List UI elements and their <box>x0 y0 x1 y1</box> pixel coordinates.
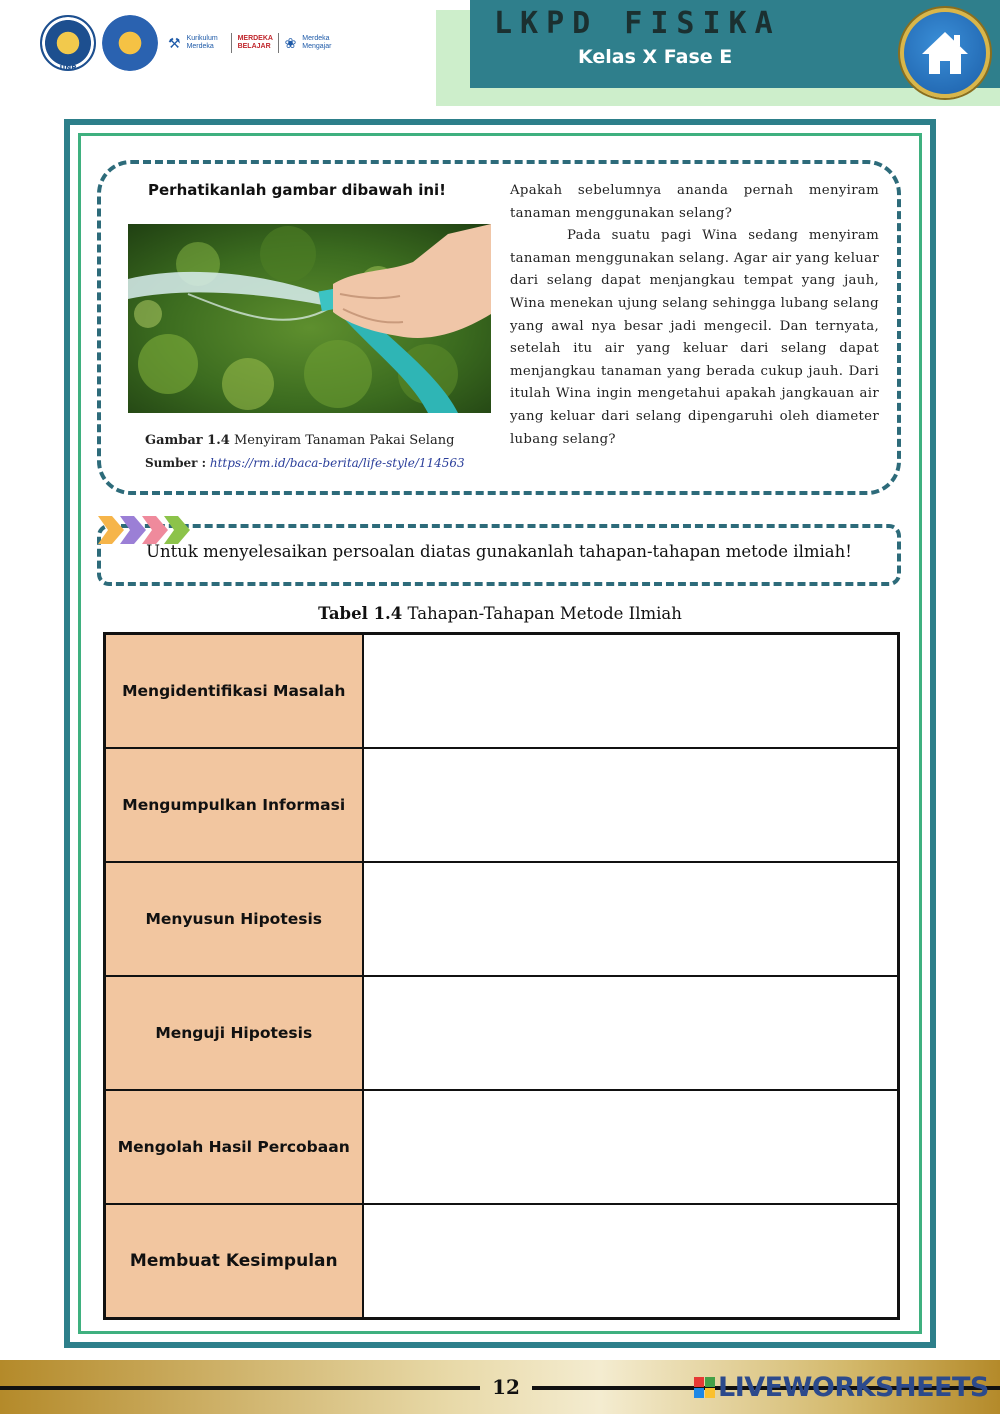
worksheet-subtitle: Kelas X Fase E <box>578 46 733 68</box>
stage-label: Menguji Hipotesis <box>105 976 363 1090</box>
stage-label: Mengidentifikasi Masalah <box>105 634 363 749</box>
stage-label: Menyusun Hipotesis <box>105 862 363 976</box>
kurikulum-merdeka-icon: ⚒ <box>168 34 181 51</box>
answer-input-collect-information[interactable] <box>364 749 898 857</box>
liveworksheets-logo-icon <box>694 1377 715 1398</box>
kurikulum-merdeka-label: Kurikulum Merdeka <box>186 35 218 50</box>
footer-line-left <box>0 1386 480 1390</box>
table-row <box>105 862 899 976</box>
merdeka-mengajar-icon: ❀ <box>284 34 297 51</box>
page-number: 12 <box>492 1375 520 1399</box>
watermark-text: LIVEWORKSHEETS <box>718 1372 989 1403</box>
garden-hose-photo <box>128 224 491 413</box>
tut-wuri-handayani-logo <box>102 15 158 71</box>
answer-cell <box>363 862 899 976</box>
intro-question: Apakah sebelumnya ananda pernah menyiram tanaman menggunakan selang? <box>510 183 879 221</box>
source-label: Sumber : <box>145 456 207 470</box>
university-seal-logo <box>40 15 96 71</box>
table-row <box>105 976 899 1090</box>
table-number: Tabel 1.4 <box>318 604 403 623</box>
figure-caption-block <box>145 430 465 474</box>
worksheet-title: LKPD FISIKA <box>494 6 781 41</box>
home-button[interactable] <box>900 8 990 98</box>
merdeka-mengajar-label: Merdeka Mengajar <box>302 35 332 50</box>
table-row <box>105 1204 899 1319</box>
table-row <box>105 634 899 749</box>
liveworksheets-watermark <box>694 1372 989 1403</box>
source-link[interactable]: https://rm.id/baca-berita/life-style/114563 <box>209 456 465 470</box>
kurikulum-logos <box>168 33 336 53</box>
intro-story: Pada suatu pagi Wina sedang menyiram tanaman menggunakan selang. Agar air yang keluar dari selang dapat menjangkau tempat yang jauh, Wina menekan ujung selang sehingga lubang selang yang awal nya besar jadi mengecil. Dan ternyata, setelah itu air yang keluar dari selang dapat menjangkau tanaman yang berada cukup jauh. Dari itulah Wina ingin mengetahui apakah jangkauan air yang keluar dari selang dipengaruhi oleh diameter lubang selang? <box>510 228 879 447</box>
instruction-text: Untuk menyelesaikan persoalan diatas gunakanlah tahapan-tahapan metode ilmiah! <box>146 542 852 561</box>
table-title: Tahapan-Tahapan Metode Ilmiah <box>407 604 682 623</box>
answer-cell <box>363 1090 899 1204</box>
observe-prompt: Perhatikanlah gambar dibawah ini! <box>148 181 447 199</box>
decorative-arrows-icon <box>98 516 198 544</box>
answer-cell <box>363 1204 899 1319</box>
figure-caption <box>145 430 465 452</box>
answer-cell <box>363 748 899 862</box>
logo-divider <box>278 33 279 53</box>
scientific-method-table <box>103 632 900 1320</box>
figure-source <box>145 452 465 474</box>
arrow-1 <box>98 516 124 544</box>
answer-input-identify-problem[interactable] <box>364 635 898 743</box>
merdeka-belajar-label: MERDEKA BELAJAR <box>237 35 273 50</box>
logo-divider <box>231 33 232 53</box>
home-icon <box>920 30 970 76</box>
table-caption <box>0 604 1000 623</box>
answer-input-test-hypothesis[interactable] <box>364 977 898 1085</box>
figure-number: Gambar 1.4 <box>145 433 230 448</box>
table-row <box>105 1090 899 1204</box>
answer-input-process-results[interactable] <box>364 1091 898 1199</box>
answer-input-formulate-hypothesis[interactable] <box>364 863 898 971</box>
answer-cell <box>363 976 899 1090</box>
stage-label: Membuat Kesimpulan <box>105 1204 363 1319</box>
stage-label: Mengumpulkan Informasi <box>105 748 363 862</box>
stage-label: Mengolah Hasil Percobaan <box>105 1090 363 1204</box>
answer-input-conclusion[interactable] <box>364 1205 898 1313</box>
answer-cell <box>363 634 899 749</box>
header-logos <box>40 14 336 72</box>
story-text <box>510 180 879 451</box>
table-row <box>105 748 899 862</box>
university-seal-text: UNP <box>59 64 77 72</box>
figure-caption-text: Menyiram Tanaman Pakai Selang <box>233 433 455 448</box>
